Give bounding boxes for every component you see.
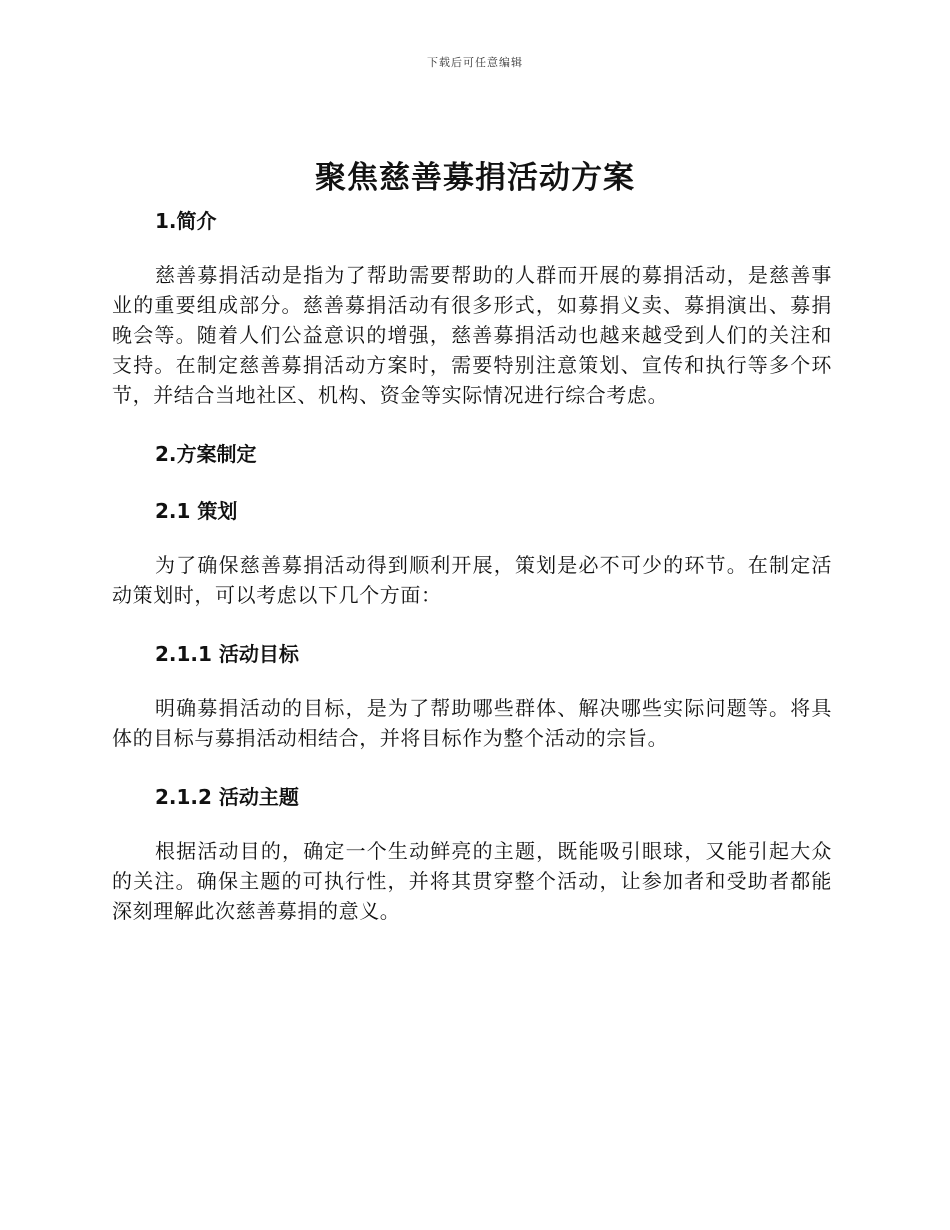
section-paragraph-intro: 慈善募捐活动是指为了帮助需要帮助的人群而开展的募捐活动，是慈善事业的重要组成部分。慈善募捐活动有很多形式，如募捐义卖、募捐演出、募捐晚会等。随着人们公益意识的增强，慈善募捐活动也越来越受到人们的关注和支持。在制定慈善募捐活动方案时，需要特别注意策划、宣传和执行等多个环节，并结合当地社区、机构、资金等实际情况进行综合考虑。 bbox=[112, 263, 832, 407]
section-heading-plan: 2.方案制定 bbox=[155, 442, 257, 466]
section-paragraph-goal: 明确募捐活动的目标，是为了帮助哪些群体、解决哪些实际问题等。将具体的目标与募捐活动相结合，并将目标作为整个活动的宗旨。 bbox=[112, 696, 832, 750]
section-heading-intro: 1.简介 bbox=[155, 209, 217, 233]
section-heading-goal: 2.1.1 活动目标 bbox=[155, 642, 299, 666]
section-heading-planning: 2.1 策划 bbox=[155, 499, 238, 523]
document-body bbox=[112, 203, 832, 926]
page-header: 下载后可任意编辑 bbox=[427, 56, 523, 69]
section-paragraph-planning: 为了确保慈善募捐活动得到顺利开展，策划是必不可少的环节。在制定活动策划时，可以考虑以下几个方面： bbox=[112, 553, 832, 607]
section-heading-theme: 2.1.2 活动主题 bbox=[155, 785, 299, 809]
section-paragraph-theme: 根据活动目的，确定一个生动鲜亮的主题，既能吸引眼球，又能引起大众的关注。确保主题的可执行性，并将其贯穿整个活动，让参加者和受助者都能深刻理解此次慈善募捐的意义。 bbox=[112, 839, 832, 923]
document-title: 聚焦慈善募捐活动方案 bbox=[315, 160, 635, 196]
